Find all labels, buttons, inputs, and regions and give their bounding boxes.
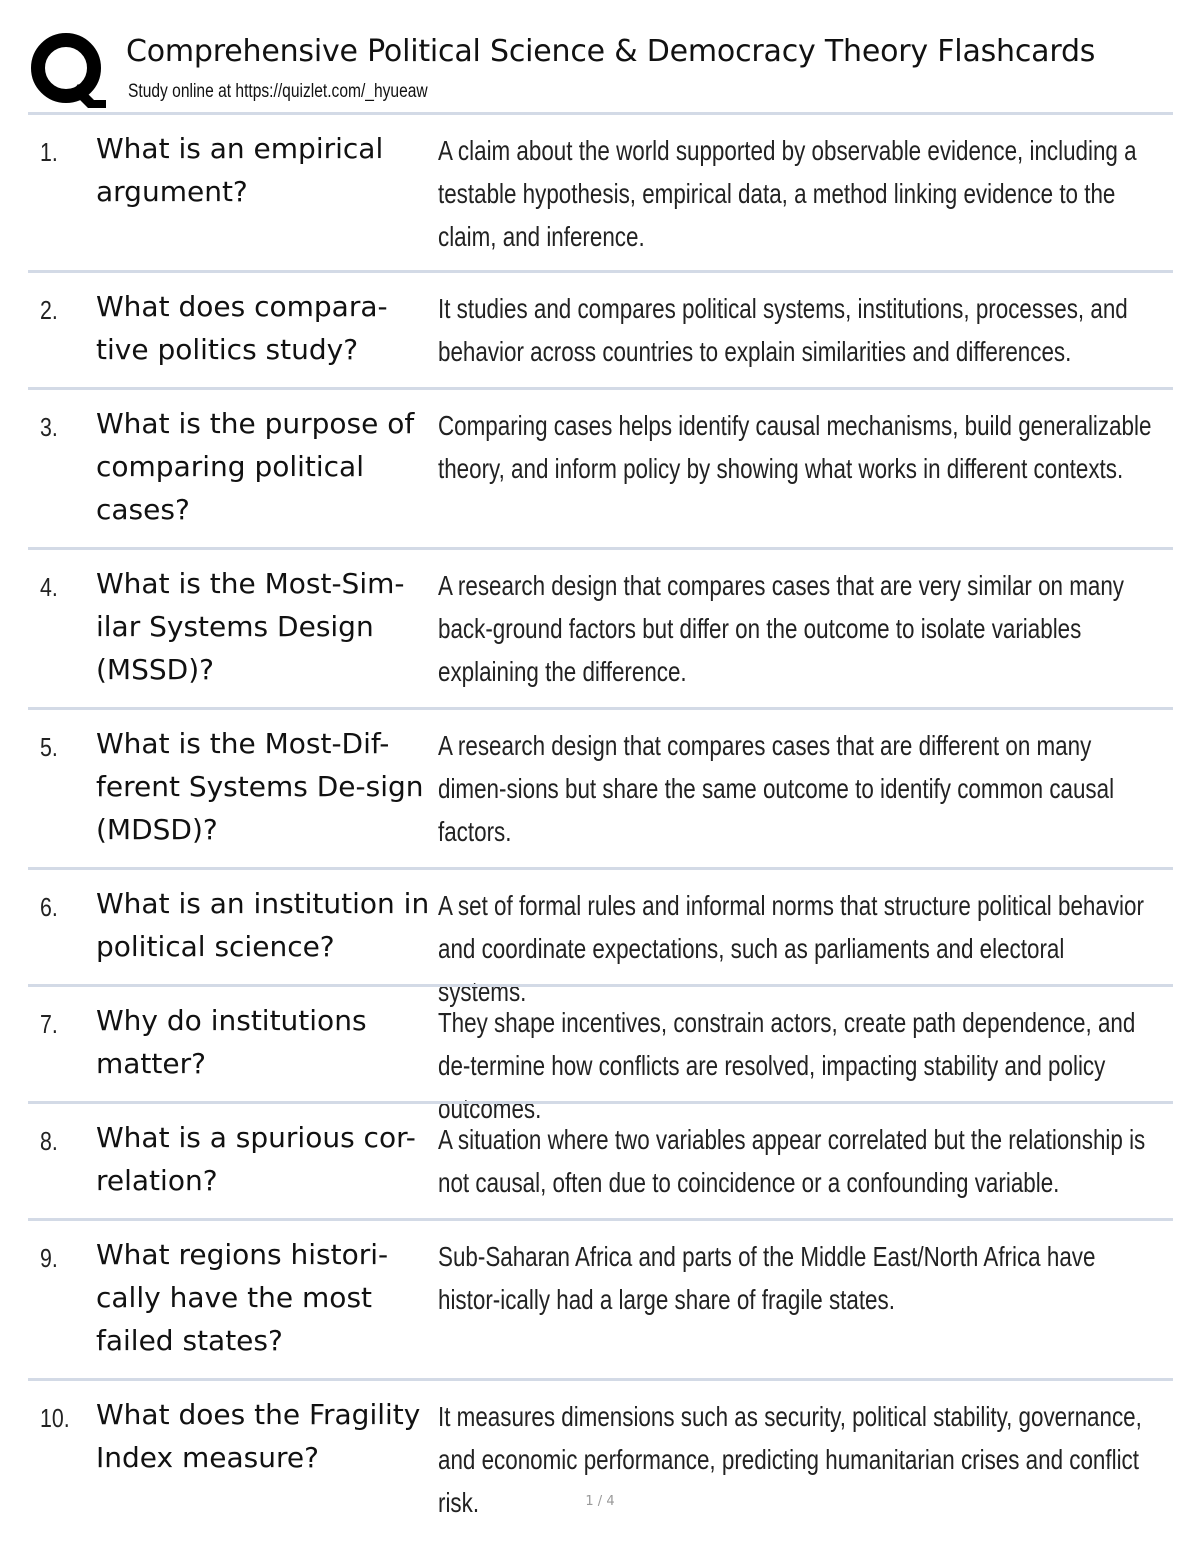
card-term: What is an institution in political science? — [96, 887, 430, 963]
card-definition: A research design that compares cases that are very similar on many back-ground factors but differ on the outcome to isolate variables explaining the difference. — [438, 570, 1124, 687]
card-definition: A set of formal rules and informal norms that structure political behavior and coordinate expectations, such as parliaments and electoral systems. — [438, 890, 1144, 1007]
card-term: What is a spurious cor-relation? — [96, 1121, 416, 1197]
card-definition: They shape incentives, constrain actors, create path dependence, and de-termine how conflicts are resolved, impacting stability and policy outcomes. — [438, 1007, 1136, 1124]
page-indicator: 1 / 4 — [585, 1494, 615, 1509]
card-number: 7. — [40, 1009, 58, 1039]
flashcard-row — [28, 1218, 1173, 1378]
flashcard-row — [28, 707, 1173, 867]
card-number: 4. — [40, 572, 58, 602]
quizlet-logo-icon — [28, 30, 108, 110]
card-definition: A situation where two variables appear correlated but the relationship is not causal, often due to coincidence or a confounding variable. — [438, 1124, 1146, 1198]
card-term: What regions histori-cally have the most failed states? — [96, 1238, 389, 1357]
card-definition: Comparing cases helps identify causal mechanisms, build generalizable theory, and inform policy by showing what works in different contexts. — [438, 410, 1152, 484]
flashcard-row — [28, 387, 1173, 547]
card-number: 8. — [40, 1126, 58, 1156]
card-term: What does compara-tive politics study? — [96, 290, 388, 366]
card-number: 9. — [40, 1243, 58, 1273]
card-number: 10. — [40, 1403, 70, 1433]
flashcard-row — [28, 270, 1173, 387]
flashcard-row — [28, 867, 1173, 1007]
flashcard-row — [28, 547, 1173, 707]
card-definition: A claim about the world supported by observable evidence, including a testable hypothesis, empirical data, a method linking evidence to the claim, and inference. — [438, 135, 1137, 252]
card-number: 3. — [40, 412, 58, 442]
card-number: 6. — [40, 892, 58, 922]
card-definition: Sub-Saharan Africa and parts of the Middle East/North Africa have histor-ically had a large share of fragile states. — [438, 1241, 1096, 1315]
card-number: 1. — [40, 137, 58, 167]
card-definition: A research design that compares cases that are different on many dimen-sions but share the same outcome to identify common causal factors. — [438, 730, 1115, 847]
card-term: What is the Most-Dif-ferent Systems De-sign (MDSD)? — [96, 727, 424, 846]
flashcard-row — [28, 1101, 1173, 1218]
page-header — [28, 28, 1178, 112]
flashcard-row — [28, 112, 1173, 270]
card-term: Why do institutions matter? — [96, 1004, 367, 1080]
card-term: What is the purpose of comparing political cases? — [96, 407, 415, 526]
card-definition: It measures dimensions such as security, political stability, governance, and economic performance, predicting humanitarian crises and conflict risk. — [438, 1401, 1142, 1518]
card-definition: It studies and compares political systems, institutions, processes, and behavior across countries to explain similarities and differences. — [438, 293, 1128, 367]
page-title: Comprehensive Political Science & Democracy Theory Flashcards — [126, 34, 1096, 69]
card-number: 5. — [40, 732, 58, 762]
card-term: What does the Fragility Index measure? — [96, 1398, 421, 1474]
card-term: What is the Most-Sim-ilar Systems Design (MSSD)? — [96, 567, 405, 686]
card-term: What is an empirical argument? — [96, 132, 384, 208]
flashcard-row — [28, 984, 1173, 1124]
card-number: 2. — [40, 295, 58, 325]
study-online-link[interactable]: Study online at https://quizlet.com/_hyueaw — [128, 81, 428, 102]
